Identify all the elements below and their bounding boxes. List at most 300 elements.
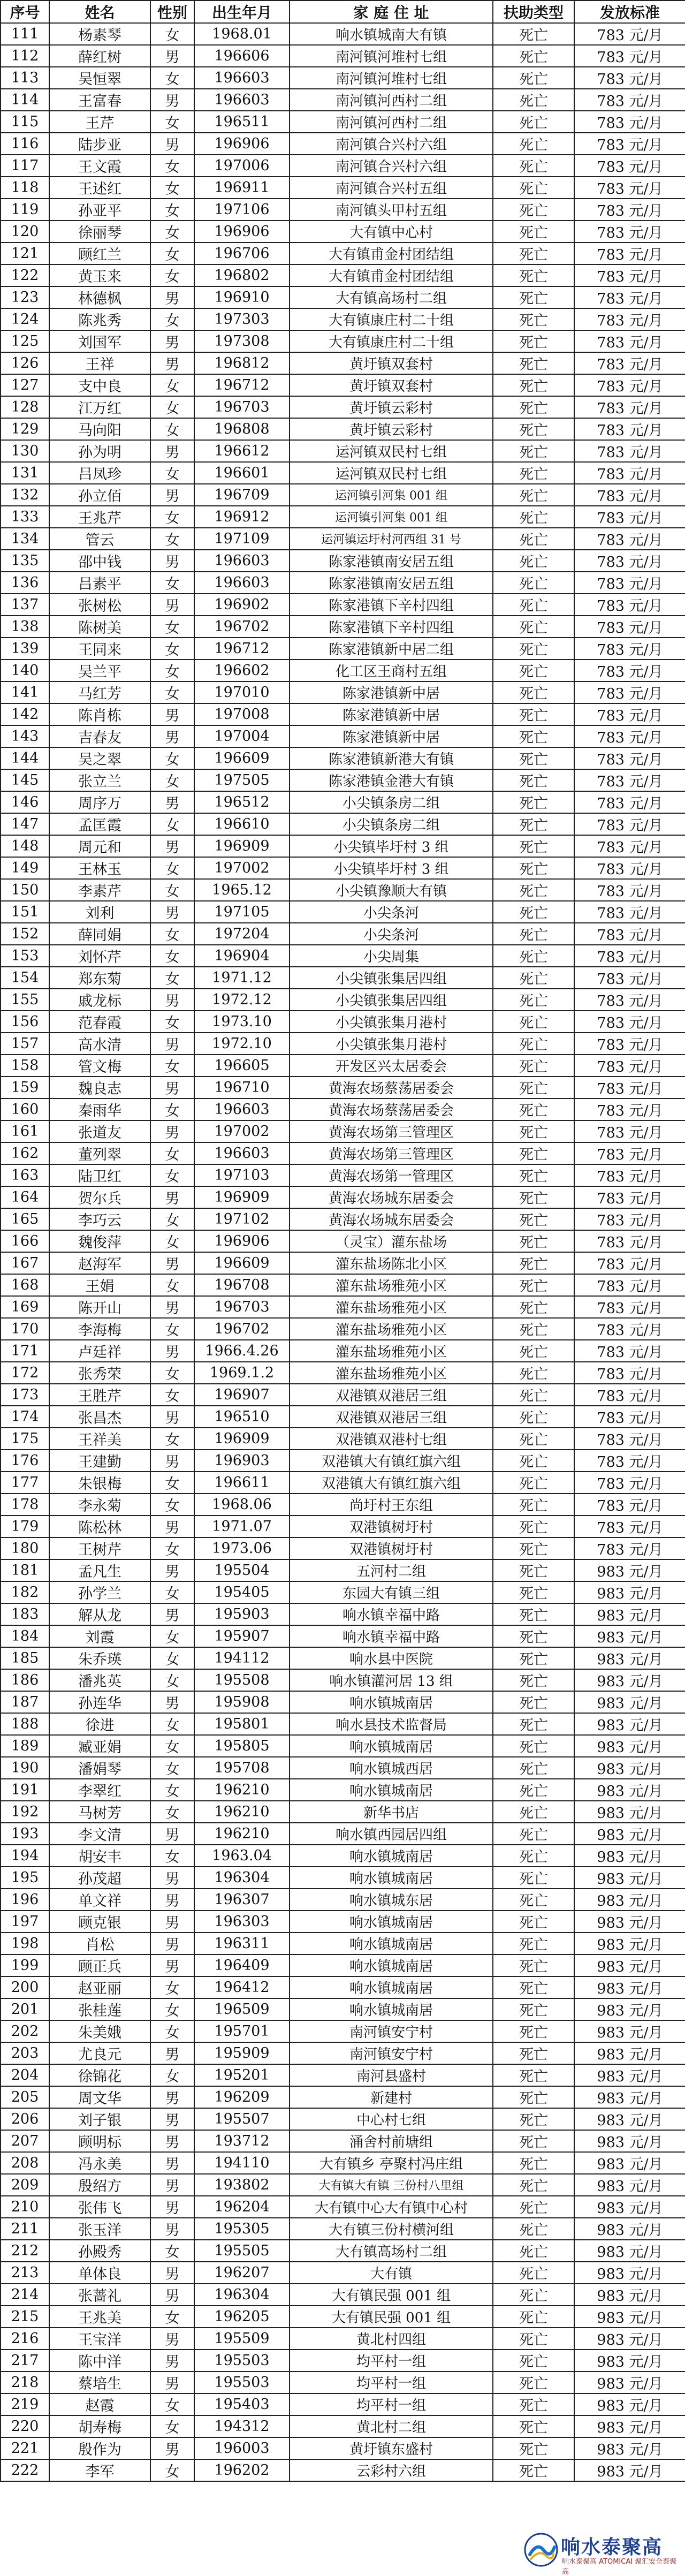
cell-name: 王林玉 bbox=[49, 857, 150, 879]
cell-birth: 195708 bbox=[194, 1757, 290, 1779]
table-row bbox=[1, 2108, 685, 2130]
cell-payment: 983 元/月 bbox=[574, 1998, 685, 2020]
cell-gender: 女 bbox=[150, 572, 194, 594]
cell-support-type: 死亡 bbox=[493, 747, 574, 769]
cell-payment: 983 元/月 bbox=[574, 1867, 685, 1889]
cell-payment: 783 元/月 bbox=[574, 1164, 685, 1186]
cell-name: 潘娟琴 bbox=[49, 1757, 150, 1779]
cell-gender: 男 bbox=[150, 2130, 194, 2152]
cell-birth: 196202 bbox=[194, 2459, 290, 2481]
cell-support-type: 死亡 bbox=[493, 1428, 574, 1450]
cell-address: 小尖条河 bbox=[290, 923, 493, 945]
cell-birth: 196712 bbox=[194, 638, 290, 660]
cell-name: 刘国军 bbox=[49, 330, 150, 352]
cell-birth: 196603 bbox=[194, 1142, 290, 1164]
cell-payment: 783 元/月 bbox=[574, 330, 685, 352]
cell-gender: 女 bbox=[150, 111, 194, 133]
table-row bbox=[1, 1230, 685, 1252]
table-row bbox=[1, 901, 685, 923]
cell-address: 灌东盐场雅苑小区 bbox=[290, 1318, 493, 1340]
table-row bbox=[1, 528, 685, 550]
cell-payment: 783 元/月 bbox=[574, 879, 685, 901]
cell-name: 周文华 bbox=[49, 2086, 150, 2108]
cell-gender: 女 bbox=[150, 1011, 194, 1033]
table-row bbox=[1, 308, 685, 330]
table-row bbox=[1, 1494, 685, 1516]
cell-birth: 195509 bbox=[194, 2328, 290, 2350]
cell-gender: 女 bbox=[150, 1472, 194, 1494]
cell-index: 213 bbox=[1, 2262, 49, 2284]
table-row bbox=[1, 45, 685, 67]
cell-gender: 女 bbox=[150, 1318, 194, 1340]
cell-index: 167 bbox=[1, 1252, 49, 1274]
cell-index: 113 bbox=[1, 67, 49, 89]
cell-support-type: 死亡 bbox=[493, 2130, 574, 2152]
table-row bbox=[1, 813, 685, 835]
table-row bbox=[1, 23, 685, 45]
cell-address: 大有镇乡 亭聚村冯庄组 bbox=[290, 2152, 493, 2174]
table-row bbox=[1, 2174, 685, 2196]
cell-birth: 1971.07 bbox=[194, 1516, 290, 1537]
cell-index: 195 bbox=[1, 1867, 49, 1889]
cell-name: 刘子银 bbox=[49, 2108, 150, 2130]
table-row bbox=[1, 572, 685, 594]
cell-name: 吴之翠 bbox=[49, 747, 150, 769]
table-row bbox=[1, 2020, 685, 2042]
cell-support-type: 死亡 bbox=[493, 1033, 574, 1055]
table-row bbox=[1, 1252, 685, 1274]
cell-gender: 男 bbox=[150, 2437, 194, 2459]
cell-index: 216 bbox=[1, 2328, 49, 2350]
cell-payment: 983 元/月 bbox=[574, 1669, 685, 1691]
table-row bbox=[1, 1164, 685, 1186]
cell-address: 灌东盐场陈北小区 bbox=[290, 1252, 493, 1274]
cell-support-type: 死亡 bbox=[493, 1713, 574, 1735]
cell-address: 陈家港镇南安居五组 bbox=[290, 550, 493, 572]
cell-payment: 983 元/月 bbox=[574, 1954, 685, 1976]
cell-support-type: 死亡 bbox=[493, 1911, 574, 1933]
cell-address: 响水镇幸福中路 bbox=[290, 1603, 493, 1625]
cell-payment: 783 元/月 bbox=[574, 1252, 685, 1274]
cell-birth: 195201 bbox=[194, 2064, 290, 2086]
cell-payment: 983 元/月 bbox=[574, 2393, 685, 2415]
table-row bbox=[1, 1801, 685, 1823]
cell-birth: 1966.4.26 bbox=[194, 1340, 290, 1362]
cell-index: 218 bbox=[1, 2372, 49, 2393]
cell-birth: 195505 bbox=[194, 2240, 290, 2262]
cell-birth: 195305 bbox=[194, 2218, 290, 2240]
cell-gender: 女 bbox=[150, 1757, 194, 1779]
cell-birth: 197106 bbox=[194, 199, 290, 221]
cell-name: 马树芳 bbox=[49, 1801, 150, 1823]
cell-birth: 196611 bbox=[194, 1472, 290, 1494]
cell-name: 李永菊 bbox=[49, 1494, 150, 1516]
cell-index: 152 bbox=[1, 923, 49, 945]
cell-index: 147 bbox=[1, 813, 49, 835]
cell-name: 朱美娥 bbox=[49, 2020, 150, 2042]
table-row bbox=[1, 1077, 685, 1098]
cell-payment: 983 元/月 bbox=[574, 2284, 685, 2306]
cell-birth: 197109 bbox=[194, 528, 290, 550]
cell-support-type: 死亡 bbox=[493, 1998, 574, 2020]
cell-name: 刘利 bbox=[49, 901, 150, 923]
cell-name: 王芹 bbox=[49, 111, 150, 133]
cell-gender: 男 bbox=[150, 1933, 194, 1954]
cell-address: 中心村七组 bbox=[290, 2108, 493, 2130]
cell-name: 孙亚平 bbox=[49, 199, 150, 221]
cell-address: 南河镇河西村二组 bbox=[290, 111, 493, 133]
table-row bbox=[1, 1142, 685, 1164]
cell-name: 陈中洋 bbox=[49, 2350, 150, 2372]
cell-support-type: 死亡 bbox=[493, 1537, 574, 1559]
cell-payment: 983 元/月 bbox=[574, 1845, 685, 1867]
header-name: 姓名 bbox=[49, 1, 150, 23]
cell-support-type: 死亡 bbox=[493, 352, 574, 374]
cell-gender: 男 bbox=[150, 1691, 194, 1713]
cell-index: 162 bbox=[1, 1142, 49, 1164]
cell-gender: 男 bbox=[150, 2262, 194, 2284]
cell-support-type: 死亡 bbox=[493, 2108, 574, 2130]
cell-name: 孙连华 bbox=[49, 1691, 150, 1713]
cell-support-type: 死亡 bbox=[493, 1779, 574, 1801]
cell-address: 双港镇树圩村 bbox=[290, 1516, 493, 1537]
cell-support-type: 死亡 bbox=[493, 2152, 574, 2174]
cell-payment: 983 元/月 bbox=[574, 2415, 685, 2437]
cell-birth: 196909 bbox=[194, 1428, 290, 1450]
table-row bbox=[1, 1625, 685, 1647]
cell-address: 响水镇城南居 bbox=[290, 1976, 493, 1998]
table-row bbox=[1, 2064, 685, 2086]
cell-index: 158 bbox=[1, 1055, 49, 1077]
cell-address: 大有镇民强 001 组 bbox=[290, 2284, 493, 2306]
cell-birth: 197308 bbox=[194, 330, 290, 352]
cell-payment: 983 元/月 bbox=[574, 2174, 685, 2196]
cell-support-type: 死亡 bbox=[493, 1845, 574, 1867]
cell-birth: 196902 bbox=[194, 594, 290, 616]
cell-support-type: 死亡 bbox=[493, 374, 574, 396]
cell-support-type: 死亡 bbox=[493, 616, 574, 638]
table-row bbox=[1, 1889, 685, 1911]
table-row bbox=[1, 2240, 685, 2262]
cell-gender: 女 bbox=[150, 221, 194, 243]
cell-name: 吉春友 bbox=[49, 725, 150, 747]
cell-payment: 783 元/月 bbox=[574, 1186, 685, 1208]
cell-name: 王祥 bbox=[49, 352, 150, 374]
cell-gender: 女 bbox=[150, 2306, 194, 2328]
cell-birth: 196703 bbox=[194, 396, 290, 418]
cell-address: 黄海农场第一管理区 bbox=[290, 1164, 493, 1186]
cell-gender: 女 bbox=[150, 2020, 194, 2042]
cell-gender: 女 bbox=[150, 1581, 194, 1603]
cell-payment: 783 元/月 bbox=[574, 45, 685, 67]
cell-gender: 女 bbox=[150, 374, 194, 396]
cell-gender: 女 bbox=[150, 506, 194, 528]
cell-address: 开发区兴太居委会 bbox=[290, 1055, 493, 1077]
table-row bbox=[1, 2393, 685, 2415]
cell-gender: 男 bbox=[150, 791, 194, 813]
cell-support-type: 死亡 bbox=[493, 2240, 574, 2262]
table-row bbox=[1, 2130, 685, 2152]
cell-birth: 197102 bbox=[194, 1208, 290, 1230]
table-row bbox=[1, 330, 685, 352]
cell-payment: 983 元/月 bbox=[574, 1691, 685, 1713]
cell-index: 176 bbox=[1, 1450, 49, 1472]
cell-payment: 783 元/月 bbox=[574, 374, 685, 396]
cell-support-type: 死亡 bbox=[493, 681, 574, 703]
cell-address: 响水镇城南居 bbox=[290, 1911, 493, 1933]
cell-index: 121 bbox=[1, 243, 49, 264]
cell-index: 151 bbox=[1, 901, 49, 923]
cell-address: 陈家港镇新港大有镇 bbox=[290, 747, 493, 769]
cell-gender: 男 bbox=[150, 1954, 194, 1976]
table-row bbox=[1, 2152, 685, 2174]
cell-payment: 983 元/月 bbox=[574, 1603, 685, 1625]
cell-name: 王胜芹 bbox=[49, 1384, 150, 1406]
table-row bbox=[1, 1976, 685, 1998]
cell-support-type: 死亡 bbox=[493, 857, 574, 879]
cell-address: 响水镇城南居 bbox=[290, 1867, 493, 1889]
cell-name: 王富春 bbox=[49, 89, 150, 111]
cell-address: 大有镇民强 001 组 bbox=[290, 2306, 493, 2328]
cell-address: 涌舍村前塘组 bbox=[290, 2130, 493, 2152]
table-row bbox=[1, 638, 685, 660]
cell-index: 169 bbox=[1, 1296, 49, 1318]
cell-payment: 983 元/月 bbox=[574, 1976, 685, 1998]
cell-address: 灌东盐场雅苑小区 bbox=[290, 1274, 493, 1296]
table-row bbox=[1, 1384, 685, 1406]
cell-birth: 195909 bbox=[194, 2042, 290, 2064]
cell-payment: 783 元/月 bbox=[574, 308, 685, 330]
cell-payment: 783 元/月 bbox=[574, 418, 685, 440]
cell-birth: 196610 bbox=[194, 813, 290, 835]
cell-gender: 女 bbox=[150, 1976, 194, 1998]
cell-payment: 983 元/月 bbox=[574, 2218, 685, 2240]
cell-payment: 783 元/月 bbox=[574, 111, 685, 133]
cell-name: 胡寿梅 bbox=[49, 2415, 150, 2437]
cell-birth: 1968.01 bbox=[194, 23, 290, 45]
cell-address: （灵宝）灌东盐场 bbox=[290, 1230, 493, 1252]
cell-gender: 女 bbox=[150, 616, 194, 638]
cell-birth: 196609 bbox=[194, 1252, 290, 1274]
cell-gender: 男 bbox=[150, 2350, 194, 2372]
cell-payment: 783 元/月 bbox=[574, 572, 685, 594]
site-watermark bbox=[519, 2530, 680, 2576]
cell-birth: 1972.12 bbox=[194, 989, 290, 1011]
cell-address: 新华书店 bbox=[290, 1801, 493, 1823]
cell-address: 响水镇幸福中路 bbox=[290, 1625, 493, 1647]
cell-support-type: 死亡 bbox=[493, 1823, 574, 1845]
cell-name: 李军 bbox=[49, 2459, 150, 2481]
cell-support-type: 死亡 bbox=[493, 440, 574, 462]
cell-birth: 196906 bbox=[194, 221, 290, 243]
cell-address: 双港镇双港村七组 bbox=[290, 1428, 493, 1450]
cell-birth: 195503 bbox=[194, 2350, 290, 2372]
cell-index: 219 bbox=[1, 2393, 49, 2415]
cell-index: 170 bbox=[1, 1318, 49, 1340]
cell-gender: 女 bbox=[150, 1779, 194, 1801]
cell-birth: 196911 bbox=[194, 177, 290, 199]
cell-gender: 男 bbox=[150, 1120, 194, 1142]
cell-name: 管云 bbox=[49, 528, 150, 550]
cell-birth: 196906 bbox=[194, 133, 290, 155]
cell-payment: 783 元/月 bbox=[574, 1494, 685, 1516]
cell-birth: 197002 bbox=[194, 1120, 290, 1142]
cell-index: 156 bbox=[1, 1011, 49, 1033]
cell-name: 周元和 bbox=[49, 835, 150, 857]
cell-gender: 女 bbox=[150, 2459, 194, 2481]
cell-support-type: 死亡 bbox=[493, 330, 574, 352]
table-row bbox=[1, 1516, 685, 1537]
cell-payment: 983 元/月 bbox=[574, 1735, 685, 1757]
cell-birth: 196708 bbox=[194, 1274, 290, 1296]
cell-index: 118 bbox=[1, 177, 49, 199]
header-gender: 性别 bbox=[150, 1, 194, 23]
table-row bbox=[1, 484, 685, 506]
cell-birth: 196602 bbox=[194, 660, 290, 681]
cell-support-type: 死亡 bbox=[493, 2218, 574, 2240]
table-row bbox=[1, 1340, 685, 1362]
table-row bbox=[1, 2042, 685, 2064]
cell-payment: 783 元/月 bbox=[574, 1055, 685, 1077]
cell-gender: 女 bbox=[150, 264, 194, 286]
cell-gender: 男 bbox=[150, 703, 194, 725]
cell-payment: 983 元/月 bbox=[574, 1581, 685, 1603]
cell-index: 212 bbox=[1, 2240, 49, 2262]
cell-birth: 194312 bbox=[194, 2415, 290, 2437]
cell-gender: 男 bbox=[150, 901, 194, 923]
cell-address: 陈家港镇下辛村四组 bbox=[290, 616, 493, 638]
cell-index: 220 bbox=[1, 2415, 49, 2437]
cell-birth: 197105 bbox=[194, 901, 290, 923]
header-support-type: 扶助类型 bbox=[493, 1, 574, 23]
cell-index: 116 bbox=[1, 133, 49, 155]
cell-support-type: 死亡 bbox=[493, 1625, 574, 1647]
table-row bbox=[1, 2196, 685, 2218]
table-row bbox=[1, 2262, 685, 2284]
cell-support-type: 死亡 bbox=[493, 2306, 574, 2328]
cell-index: 222 bbox=[1, 2459, 49, 2481]
cell-index: 199 bbox=[1, 1954, 49, 1976]
cell-birth: 197303 bbox=[194, 308, 290, 330]
cell-name: 解从龙 bbox=[49, 1603, 150, 1625]
cell-birth: 193802 bbox=[194, 2174, 290, 2196]
cell-address: 小尖镇张集居四组 bbox=[290, 967, 493, 989]
cell-name: 张道友 bbox=[49, 1120, 150, 1142]
cell-address: 小尖条河 bbox=[290, 901, 493, 923]
cell-name: 臧亚娟 bbox=[49, 1735, 150, 1757]
cell-index: 209 bbox=[1, 2174, 49, 2196]
cell-index: 157 bbox=[1, 1033, 49, 1055]
cell-payment: 783 元/月 bbox=[574, 725, 685, 747]
table-row bbox=[1, 111, 685, 133]
cell-gender: 女 bbox=[150, 1362, 194, 1384]
cell-payment: 783 元/月 bbox=[574, 660, 685, 681]
cell-gender: 男 bbox=[150, 594, 194, 616]
cell-gender: 男 bbox=[150, 1186, 194, 1208]
cell-support-type: 死亡 bbox=[493, 418, 574, 440]
cell-support-type: 死亡 bbox=[493, 1801, 574, 1823]
cell-gender: 男 bbox=[150, 440, 194, 462]
cell-address: 黄海农场城东居委会 bbox=[290, 1208, 493, 1230]
cell-gender: 男 bbox=[150, 835, 194, 857]
cell-name: 李海梅 bbox=[49, 1318, 150, 1340]
cell-index: 171 bbox=[1, 1340, 49, 1362]
cell-index: 188 bbox=[1, 1713, 49, 1735]
cell-support-type: 死亡 bbox=[493, 45, 574, 67]
cell-support-type: 死亡 bbox=[493, 2262, 574, 2284]
cell-name: 朱银梅 bbox=[49, 1472, 150, 1494]
cell-address: 大有镇三份村横河组 bbox=[290, 2218, 493, 2240]
cell-gender: 女 bbox=[150, 1428, 194, 1450]
cell-name: 肖松 bbox=[49, 1933, 150, 1954]
cell-support-type: 死亡 bbox=[493, 1472, 574, 1494]
table-row bbox=[1, 1581, 685, 1603]
cell-payment: 783 元/月 bbox=[574, 177, 685, 199]
cell-address: 南河镇合兴村五组 bbox=[290, 177, 493, 199]
cell-support-type: 死亡 bbox=[493, 1252, 574, 1274]
watermark-logo-icon bbox=[522, 2531, 560, 2569]
cell-index: 142 bbox=[1, 703, 49, 725]
cell-support-type: 死亡 bbox=[493, 1757, 574, 1779]
cell-gender: 男 bbox=[150, 330, 194, 352]
cell-payment: 783 元/月 bbox=[574, 769, 685, 791]
cell-payment: 783 元/月 bbox=[574, 396, 685, 418]
cell-address: 黄北村二组 bbox=[290, 2415, 493, 2437]
cell-payment: 783 元/月 bbox=[574, 967, 685, 989]
cell-index: 202 bbox=[1, 2020, 49, 2042]
cell-birth: 1973.06 bbox=[194, 1537, 290, 1559]
table-row bbox=[1, 2350, 685, 2372]
cell-name: 徐锦花 bbox=[49, 2064, 150, 2086]
cell-payment: 783 元/月 bbox=[574, 1011, 685, 1033]
cell-name: 刘怀芹 bbox=[49, 945, 150, 967]
cell-index: 133 bbox=[1, 506, 49, 528]
cell-address: 灌东盐场雅苑小区 bbox=[290, 1362, 493, 1384]
cell-index: 180 bbox=[1, 1537, 49, 1559]
cell-index: 145 bbox=[1, 769, 49, 791]
cell-address: 双港镇大有镇红旗六组 bbox=[290, 1450, 493, 1472]
cell-payment: 783 元/月 bbox=[574, 791, 685, 813]
cell-address: 响水镇城西居 bbox=[290, 1757, 493, 1779]
cell-name: 张秀荣 bbox=[49, 1362, 150, 1384]
cell-support-type: 死亡 bbox=[493, 506, 574, 528]
cell-support-type: 死亡 bbox=[493, 1889, 574, 1911]
cell-payment: 983 元/月 bbox=[574, 2306, 685, 2328]
table-row bbox=[1, 2086, 685, 2108]
table-row bbox=[1, 506, 685, 528]
table-row bbox=[1, 1647, 685, 1669]
cell-name: 王建勤 bbox=[49, 1450, 150, 1472]
cell-support-type: 死亡 bbox=[493, 1516, 574, 1537]
cell-birth: 196511 bbox=[194, 111, 290, 133]
cell-support-type: 死亡 bbox=[493, 1055, 574, 1077]
header-address: 家 庭 住 址 bbox=[290, 1, 493, 23]
cell-gender: 女 bbox=[150, 23, 194, 45]
cell-gender: 男 bbox=[150, 2328, 194, 2350]
cell-name: 王述红 bbox=[49, 177, 150, 199]
cell-gender: 女 bbox=[150, 1142, 194, 1164]
cell-birth: 195801 bbox=[194, 1713, 290, 1735]
cell-address: 运河镇双民村七组 bbox=[290, 440, 493, 462]
cell-name: 张桂莲 bbox=[49, 1998, 150, 2020]
cell-gender: 女 bbox=[150, 2064, 194, 2086]
cell-name: 邵中钱 bbox=[49, 550, 150, 572]
cell-birth: 195701 bbox=[194, 2020, 290, 2042]
table-row bbox=[1, 616, 685, 638]
cell-index: 160 bbox=[1, 1098, 49, 1120]
cell-payment: 983 元/月 bbox=[574, 2108, 685, 2130]
cell-payment: 983 元/月 bbox=[574, 1801, 685, 1823]
